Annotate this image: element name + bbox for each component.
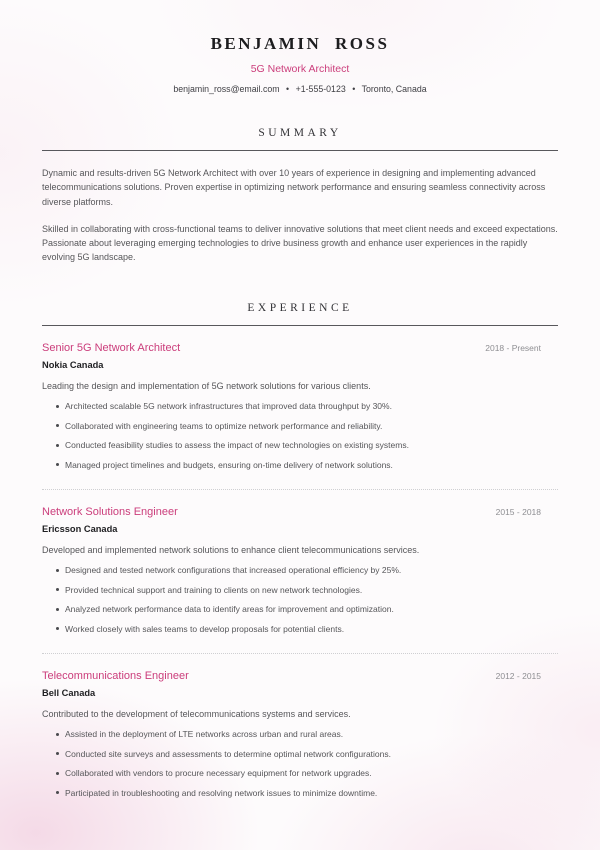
job-title: Network Solutions Engineer (42, 505, 178, 518)
summary-heading: SUMMARY (258, 127, 342, 139)
job-description: Developed and implemented network solutions to enhance client telecommunications services. (42, 544, 420, 555)
job-bullet: Assisted in the deployment of LTE networks across urban and rural areas. (65, 728, 558, 740)
experience-section (42, 302, 558, 799)
candidate-name: BENJAMIN ROSS (210, 34, 390, 53)
experience-heading: EXPERIENCE (247, 301, 353, 314)
candidate-title: 5G Network Architect (250, 63, 350, 75)
resume-header (42, 34, 558, 94)
job-bullet-list (42, 400, 558, 471)
job-company: Ericsson Canada (42, 523, 118, 534)
job-bullet: Analyzed network performance data to identify areas for improvement and optimization. (65, 603, 558, 615)
job-bullet: Architected scalable 5G network infrastructures that improved data throughput by 30%. (65, 400, 558, 412)
job-entry (42, 506, 558, 635)
job-dates: 2018 - Present (485, 342, 541, 353)
job-bullet: Collaborated with engineering teams to optimize network performance and reliability. (65, 420, 558, 432)
contact-separator: • (352, 84, 356, 94)
job-bullet: Participated in troubleshooting and resolving network issues to minimize downtime. (65, 787, 558, 799)
job-title: Senior 5G Network Architect (42, 341, 181, 354)
job-bullet: Collaborated with vendors to procure necessary equipment for network upgrades. (65, 767, 558, 779)
job-description: Contributed to the development of telecommunications systems and services. (42, 708, 351, 719)
summary-rule (42, 150, 558, 151)
job-header (42, 670, 558, 682)
job-description: Leading the design and implementation of 5G network solutions for various clients. (42, 380, 371, 391)
job-bullet: Conducted site surveys and assessments to determine optimal network configurations. (65, 748, 558, 760)
job-title: Telecommunications Engineer (42, 669, 189, 682)
job-bullet: Managed project timelines and budgets, ensuring on-time delivery of network solutions. (65, 459, 558, 471)
summary-paragraph: Dynamic and results-driven 5G Network Architect with over 10 years of experience in designing and implementing advanced telecommunications solutions. Proven expertise in optimizing network performance and ensuring seamless connectivity across diverse platforms. (42, 168, 546, 207)
contact-separator: • (286, 84, 290, 94)
experience-rule (42, 325, 558, 326)
job-separator (42, 489, 558, 490)
contact-location: Toronto, Canada (361, 84, 427, 94)
job-company: Bell Canada (42, 687, 96, 698)
contact-email: benjamin_ross@email.com (173, 84, 280, 94)
job-bullet: Worked closely with sales teams to develop proposals for potential clients. (65, 623, 558, 635)
contact-phone: +1-555-0123 (295, 84, 346, 94)
job-dates: 2012 - 2015 (495, 670, 541, 681)
job-header (42, 342, 558, 354)
summary-section (42, 127, 558, 265)
job-header (42, 506, 558, 518)
job-dates: 2015 - 2018 (495, 506, 541, 517)
job-bullet-list (42, 728, 558, 799)
job-bullet: Designed and tested network configurations that increased operational efficiency by 25%. (65, 564, 558, 576)
job-entry (42, 342, 558, 471)
job-bullet: Provided technical support and training to clients on new network technologies. (65, 584, 558, 596)
experience-list (42, 342, 558, 799)
contact-line (42, 84, 558, 94)
job-separator (42, 653, 558, 654)
job-entry (42, 670, 558, 799)
job-bullet: Conducted feasibility studies to assess the impact of new technologies on existing systems. (65, 439, 558, 451)
job-bullet-list (42, 564, 558, 635)
job-company: Nokia Canada (42, 359, 104, 370)
summary-paragraph: Skilled in collaborating with cross-functional teams to deliver innovative solutions that meet client needs and exceed expectations. Passionate about leveraging emerging technologies to drive business growth and enhance user experiences in the rapidly evolving 5G landscape. (42, 223, 558, 263)
